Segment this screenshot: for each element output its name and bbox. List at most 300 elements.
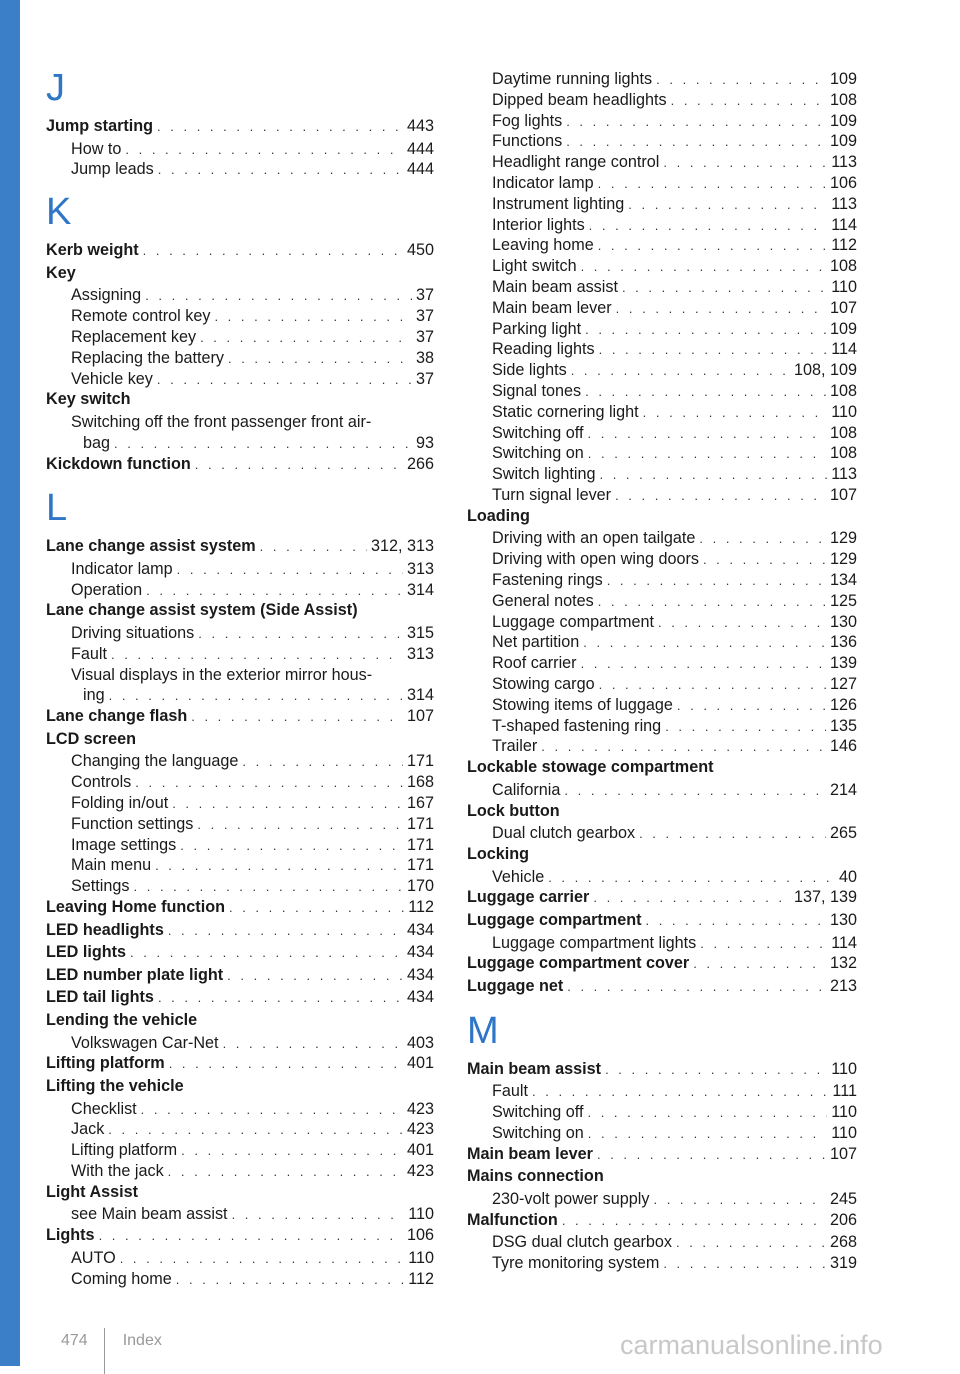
entry-text: Lifting platform <box>46 1054 165 1073</box>
index-entry <box>467 1144 857 1165</box>
entry-text: Settings <box>71 877 130 896</box>
entry-text: Main beam lever <box>467 1144 593 1163</box>
index-subentry <box>492 69 857 90</box>
entry-text: Lifting the vehicle <box>46 1077 184 1095</box>
page-reference[interactable]: 127 <box>829 675 857 693</box>
index-subentry <box>492 443 857 464</box>
dot-leader <box>146 581 403 601</box>
page-reference[interactable]: 171 <box>406 752 434 771</box>
entry-text: Volkswagen Car-Net <box>71 1033 219 1052</box>
page-reference[interactable]: 130 <box>829 612 857 631</box>
index-entry <box>46 942 434 963</box>
index-entry <box>467 844 857 864</box>
page-reference[interactable]: 213 <box>829 977 857 995</box>
page-reference[interactable]: 38 <box>415 348 434 367</box>
dot-leader <box>585 320 826 340</box>
index-entry <box>46 965 434 986</box>
index-subentry <box>492 173 857 194</box>
page-reference[interactable]: 434 <box>406 965 434 984</box>
dot-leader <box>108 1120 403 1140</box>
page-reference[interactable]: 266 <box>406 454 434 473</box>
page-reference[interactable]: 114 <box>831 215 857 234</box>
page-reference[interactable]: 146 <box>829 737 857 756</box>
dot-leader <box>114 434 412 454</box>
page-reference[interactable]: 106 <box>406 1226 434 1245</box>
page-reference[interactable]: 110 <box>831 402 857 421</box>
entry-text: Loading <box>467 506 530 525</box>
page-reference[interactable]: 403 <box>406 1033 434 1052</box>
page-reference[interactable]: 112 <box>408 898 434 916</box>
dot-leader <box>581 257 826 277</box>
index-subentry <box>492 90 857 111</box>
dot-leader <box>111 645 403 665</box>
dot-leader <box>653 1190 826 1210</box>
entry-text: Light switch <box>492 257 577 276</box>
index-subentry <box>71 1204 434 1225</box>
dot-leader <box>628 195 827 215</box>
index-entry <box>46 116 434 137</box>
entry-text: Switching off the front passenger front air- <box>71 413 372 431</box>
section-letter: K <box>46 191 72 234</box>
page-reference[interactable]: 171 <box>406 856 434 875</box>
index-subentry <box>71 1140 434 1161</box>
page-reference[interactable]: 314 <box>406 686 434 705</box>
index-subentry <box>492 716 857 737</box>
entry-text: Fastening rings <box>492 571 603 589</box>
index-entry <box>46 536 434 557</box>
index-subentry <box>71 1269 434 1290</box>
dot-leader <box>567 977 826 997</box>
index-subentry <box>71 835 434 856</box>
entry-text: Static cornering light <box>492 402 639 421</box>
index-subentry <box>71 644 434 665</box>
index-entry <box>46 600 434 620</box>
entry-text: Jump starting <box>46 117 154 135</box>
index-subentry <box>71 772 434 793</box>
page-reference[interactable]: 112 <box>408 1269 434 1288</box>
dot-leader <box>260 537 367 557</box>
page-reference[interactable]: 108 <box>829 90 857 109</box>
dot-leader <box>583 633 826 653</box>
entry-text: see Main beam assist <box>71 1205 228 1224</box>
page-reference[interactable]: 171 <box>406 814 434 833</box>
entry-text: Luggage compartment <box>467 911 642 929</box>
index-subentry <box>492 674 857 695</box>
dot-leader <box>158 988 403 1008</box>
entry-text: Replacement key <box>71 328 197 346</box>
page-footer <box>61 1318 162 1364</box>
page-reference[interactable]: 113 <box>831 465 857 484</box>
dot-leader <box>622 278 827 298</box>
dot-leader <box>191 707 403 727</box>
page-reference[interactable]: 135 <box>829 716 857 735</box>
page-reference[interactable]: 107 <box>406 707 434 726</box>
section-name: Index <box>122 1332 162 1349</box>
entry-text: Lane change assist system <box>46 537 256 556</box>
entry-text: 230-volt power supply <box>492 1189 650 1208</box>
entry-text: LED tail lights <box>46 988 154 1007</box>
index-subentry <box>71 369 434 390</box>
entry-text: Fault <box>492 1082 528 1101</box>
page-reference[interactable]: 37 <box>415 328 434 346</box>
dot-leader <box>588 1124 827 1144</box>
entry-text: Replacing the battery <box>71 348 224 367</box>
page-reference[interactable]: 268 <box>829 1233 857 1252</box>
page-reference[interactable]: 312, 313 <box>370 537 434 556</box>
entry-text: Controls <box>71 773 132 792</box>
index-entry <box>467 506 857 526</box>
dot-leader <box>566 112 826 132</box>
entry-text: Luggage compartment <box>492 612 654 631</box>
index-subentry <box>492 570 857 591</box>
dot-leader <box>195 455 403 475</box>
index-entry <box>46 897 434 918</box>
page-reference[interactable]: 136 <box>829 633 857 652</box>
index-subentry <box>492 485 857 506</box>
page-reference[interactable]: 107 <box>829 486 857 504</box>
page-reference[interactable]: 110 <box>408 1205 434 1224</box>
entry-text: Switching off <box>492 423 584 442</box>
page-reference[interactable]: 450 <box>406 241 434 260</box>
dot-leader <box>616 299 826 319</box>
entry-text: Leaving home <box>492 236 594 255</box>
index-subentry <box>71 1161 434 1182</box>
dot-leader <box>562 1211 826 1231</box>
entry-text: Lock button <box>467 801 560 820</box>
entry-text: Turn signal lever <box>492 486 612 504</box>
dot-leader <box>645 911 826 931</box>
index-entry <box>46 1010 434 1030</box>
index-entry <box>467 910 857 931</box>
dot-leader <box>587 1103 827 1123</box>
dot-leader <box>598 174 826 194</box>
entry-text: Net partition <box>492 633 580 652</box>
page-reference[interactable]: 401 <box>406 1141 434 1160</box>
entry-text: Fog lights <box>492 111 563 130</box>
dot-leader <box>599 465 827 485</box>
entry-text: Main beam assist <box>467 1059 602 1078</box>
entry-text: Vehicle key <box>71 369 153 388</box>
dot-leader <box>598 592 826 612</box>
index-subentry <box>492 131 857 152</box>
entry-text: Driving with an open tailgate <box>492 529 696 548</box>
entry-text: Kickdown function <box>46 454 191 473</box>
page-reference[interactable]: 108, 109 <box>793 361 857 380</box>
index-subentry <box>492 111 857 132</box>
page-reference[interactable]: 107 <box>829 298 857 317</box>
entry-text: Light Assist <box>46 1182 139 1201</box>
index-subentry <box>71 623 434 644</box>
index-subentry <box>492 1253 857 1274</box>
page-reference[interactable]: 132 <box>829 954 857 973</box>
page-reference[interactable]: 114 <box>831 340 857 359</box>
entry-text: With the jack <box>71 1162 164 1180</box>
dot-leader <box>198 624 403 644</box>
page-reference[interactable]: 401 <box>406 1054 434 1073</box>
entry-text: Locking <box>467 845 530 863</box>
page-reference[interactable]: 112 <box>831 236 857 255</box>
index-subentry <box>492 235 857 256</box>
entry-text: Stowing cargo <box>492 675 595 693</box>
dot-leader <box>587 424 826 444</box>
dot-leader <box>157 117 403 137</box>
dot-leader <box>99 1226 403 1246</box>
dot-leader <box>658 613 826 633</box>
dot-leader <box>700 934 827 954</box>
index-subentry <box>71 665 434 685</box>
watermark: carmanualsonline.info <box>620 1330 883 1360</box>
entry-text: Dipped beam headlights <box>492 90 667 109</box>
page-reference[interactable]: 113 <box>831 153 857 172</box>
dot-leader <box>656 70 826 90</box>
entry-text: Lifting platform <box>71 1141 178 1160</box>
page-reference[interactable]: 139 <box>829 654 857 673</box>
page-reference[interactable]: 111 <box>832 1082 857 1101</box>
entry-text: AUTO <box>71 1248 116 1267</box>
page-reference[interactable]: 206 <box>829 1210 857 1229</box>
index-subentry <box>71 876 434 897</box>
page-reference[interactable]: 129 <box>829 529 857 548</box>
index-subentry <box>71 412 434 432</box>
page-reference[interactable]: 37 <box>415 286 434 305</box>
entry-text: Folding in/out <box>71 794 169 812</box>
index-entry <box>467 1210 857 1231</box>
dot-leader <box>176 1270 404 1290</box>
dot-leader <box>177 560 403 580</box>
page-reference[interactable]: 137, 139 <box>793 888 857 907</box>
page-reference[interactable]: 106 <box>829 174 857 192</box>
page-reference[interactable]: 423 <box>406 1120 434 1139</box>
index-entry <box>46 240 434 261</box>
entry-text: bag <box>83 433 111 452</box>
entry-text: LCD screen <box>46 729 136 748</box>
entry-text: Coming home <box>71 1269 172 1288</box>
entry-text: ing <box>83 686 105 705</box>
index-entry <box>46 1076 434 1096</box>
page-reference[interactable]: 167 <box>406 794 434 812</box>
page-reference[interactable]: 171 <box>406 835 434 854</box>
entry-text: Switching on <box>492 444 584 463</box>
index-subentry <box>83 685 434 706</box>
page-reference[interactable]: 109 <box>829 111 857 130</box>
dot-leader <box>676 1233 826 1253</box>
index-entry <box>467 1166 857 1186</box>
index-entry <box>467 976 857 997</box>
dot-leader <box>223 1034 403 1054</box>
page-reference[interactable]: 110 <box>831 278 857 296</box>
index-subentry <box>492 1081 857 1102</box>
dot-leader <box>228 349 412 369</box>
page-reference[interactable]: 444 <box>406 139 434 158</box>
dot-leader <box>548 868 835 888</box>
page-reference[interactable]: 109 <box>829 70 857 88</box>
index-subentry <box>492 695 857 716</box>
page-reference[interactable]: 110 <box>408 1248 434 1267</box>
page-reference[interactable]: 313 <box>406 644 434 663</box>
dot-leader <box>593 888 790 908</box>
page-reference[interactable]: 113 <box>831 194 857 213</box>
index-subentry <box>71 139 434 160</box>
dot-leader <box>589 216 828 236</box>
dot-leader <box>605 1060 827 1080</box>
page-reference[interactable]: 444 <box>406 160 434 179</box>
index-subentry <box>492 298 857 319</box>
index-subentry <box>71 559 434 580</box>
index-entry <box>46 987 434 1008</box>
entry-text: Malfunction <box>467 1210 558 1229</box>
page-reference[interactable]: 129 <box>829 550 857 569</box>
dot-leader <box>168 921 403 941</box>
dot-leader <box>598 236 827 256</box>
page-reference[interactable]: 40 <box>838 867 857 886</box>
dot-leader <box>229 898 404 918</box>
entry-text: Driving situations <box>71 624 195 642</box>
entry-text: Side lights <box>492 361 567 380</box>
entry-text: DSG dual clutch gearbox <box>492 1233 672 1252</box>
page-reference[interactable]: 108 <box>829 257 857 276</box>
page-reference[interactable]: 37 <box>415 307 434 326</box>
entry-text: LED number plate light <box>46 965 224 984</box>
entry-text: Jack <box>71 1120 105 1139</box>
dot-leader <box>141 1100 403 1120</box>
entry-text: Leaving Home function <box>46 898 225 916</box>
entry-text: General notes <box>492 591 594 610</box>
entry-text: Image settings <box>71 835 177 854</box>
entry-text: Stowing items of luggage <box>492 695 673 714</box>
dot-leader <box>599 675 826 695</box>
entry-text: Jump leads <box>71 160 154 179</box>
page-reference[interactable]: 114 <box>831 933 857 952</box>
dot-leader <box>585 382 826 402</box>
index-subentry <box>492 339 857 360</box>
page-reference[interactable]: 423 <box>406 1162 434 1180</box>
page-reference[interactable]: 108 <box>829 423 857 442</box>
entry-text: Driving with open wing doors <box>492 550 699 569</box>
page-reference[interactable]: 107 <box>829 1144 857 1163</box>
page-reference[interactable]: 170 <box>406 877 434 896</box>
entry-text: Functions <box>492 132 563 151</box>
index-subentry <box>71 793 434 814</box>
entry-text: Signal tones <box>492 382 582 400</box>
dot-leader <box>197 815 403 835</box>
index-subentry <box>492 277 857 298</box>
page-reference[interactable]: 434 <box>406 920 434 939</box>
dot-leader <box>703 550 826 570</box>
dot-leader <box>181 1141 403 1161</box>
page-reference[interactable]: 214 <box>829 780 857 799</box>
index-subentry <box>492 736 857 757</box>
page-reference[interactable]: 126 <box>829 695 857 714</box>
dot-leader <box>564 781 826 801</box>
page-reference[interactable]: 108 <box>829 444 857 463</box>
entry-text: Parking light <box>492 319 582 338</box>
entry-text: Mains connection <box>467 1167 604 1186</box>
entry-text: Key <box>46 263 76 282</box>
dot-leader <box>157 370 412 390</box>
index-subentry <box>492 152 857 173</box>
page-reference[interactable]: 110 <box>831 1103 857 1121</box>
index-subentry <box>492 1102 857 1123</box>
entry-text: Remote control key <box>71 307 211 326</box>
page-reference[interactable]: 109 <box>829 319 857 338</box>
page-reference[interactable]: 109 <box>829 132 857 151</box>
dot-leader <box>663 1254 826 1274</box>
dot-leader <box>566 132 826 152</box>
index-subentry <box>492 194 857 215</box>
entry-text: T-shaped fastening ring <box>492 716 662 735</box>
page-reference[interactable]: 110 <box>831 1123 857 1142</box>
entry-text: Vehicle <box>492 867 545 886</box>
page-reference[interactable]: 168 <box>406 773 434 792</box>
page-reference[interactable]: 313 <box>406 559 434 578</box>
entry-text: Luggage net <box>467 977 564 995</box>
dot-leader <box>607 571 826 591</box>
dot-leader <box>158 160 403 180</box>
index-subentry <box>71 855 434 876</box>
page-reference[interactable]: 130 <box>829 911 857 929</box>
index-subentry <box>71 159 434 180</box>
entry-text: How to <box>71 139 122 158</box>
index-subentry <box>492 612 857 633</box>
entry-text: Switching on <box>492 1123 584 1142</box>
dot-leader <box>232 1205 405 1225</box>
index-entry <box>46 729 434 749</box>
index-subentry <box>492 780 857 801</box>
index-subentry <box>71 580 434 601</box>
index-entry <box>467 953 857 974</box>
page-reference[interactable]: 314 <box>406 580 434 599</box>
page-reference[interactable]: 423 <box>406 1099 434 1118</box>
entry-text: Indicator lamp <box>492 174 594 192</box>
page-reference[interactable]: 319 <box>829 1254 857 1272</box>
page-reference[interactable]: 443 <box>406 117 434 135</box>
page-reference[interactable]: 110 <box>831 1059 857 1078</box>
page-reference[interactable]: 265 <box>829 824 857 843</box>
page-reference[interactable]: 108 <box>829 382 857 400</box>
page-reference[interactable]: 434 <box>406 943 434 962</box>
dot-leader <box>242 752 403 772</box>
page-reference[interactable]: 434 <box>406 988 434 1007</box>
entry-text: Tyre monitoring system <box>492 1254 660 1272</box>
entry-text: Roof carrier <box>492 654 577 673</box>
entry-text: LED lights <box>46 943 127 962</box>
entry-text: LED headlights <box>46 920 164 939</box>
side-color-bar <box>0 0 20 1366</box>
index-entry <box>467 801 857 821</box>
page-reference[interactable]: 245 <box>829 1189 857 1208</box>
index-subentry <box>71 1099 434 1120</box>
page-reference[interactable]: 315 <box>406 624 434 642</box>
page-reference[interactable]: 134 <box>829 571 857 589</box>
page-reference[interactable]: 125 <box>829 591 857 610</box>
entry-text: Main beam lever <box>492 298 612 317</box>
entry-text: Assigning <box>71 286 142 305</box>
page-reference[interactable]: 93 <box>415 433 434 452</box>
section-letter: L <box>46 487 68 530</box>
section-letter: J <box>46 67 65 109</box>
index-subentry <box>492 528 857 549</box>
dot-leader <box>125 140 403 160</box>
index-subentry <box>492 653 857 674</box>
index-subentry <box>71 285 434 306</box>
entry-text: Trailer <box>492 737 538 756</box>
dot-leader <box>663 153 827 173</box>
entry-text: California <box>492 780 561 799</box>
page-reference[interactable]: 37 <box>415 369 434 388</box>
entry-text: Reading lights <box>492 340 595 359</box>
dot-leader <box>615 486 826 506</box>
entry-text: Luggage compartment lights <box>492 933 697 952</box>
